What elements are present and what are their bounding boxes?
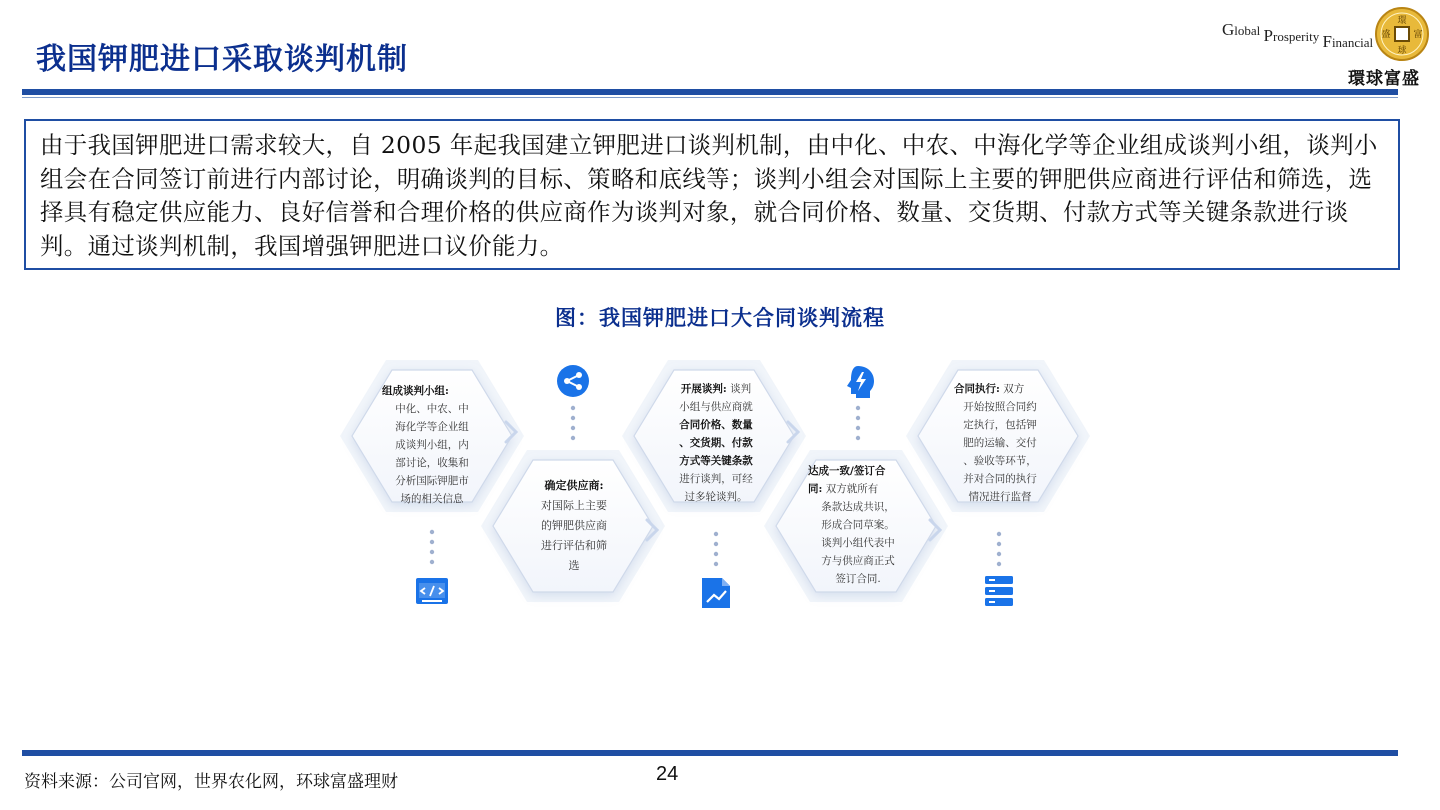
page-title: 我国钾肥进口采取谈判机制 (36, 42, 408, 77)
step-3-bold-1: 合同价格、数量 (679, 419, 753, 431)
step-3-heading-tail: 谈判 (730, 383, 752, 395)
step-5-text (950, 380, 1050, 506)
step-3-line-1: 小组与供应商就 (679, 401, 753, 413)
server-stack-icon (985, 576, 1013, 606)
footer-divider (22, 750, 1398, 756)
step-1-line-6: 场的相关信息 (400, 493, 464, 505)
dots-5 (997, 532, 1001, 566)
code-window-icon (416, 578, 448, 604)
summary-box (24, 119, 1400, 270)
coin-char-right: 富 (1413, 30, 1423, 40)
step-3-tail-1: 进行谈判，可经 (679, 473, 753, 485)
step-3-heading: 开展谈判: (680, 383, 727, 395)
lightbulb-bolt-icon (847, 366, 874, 398)
header-divider-thin (22, 97, 1398, 98)
step-2-line-4: 选 (568, 559, 580, 572)
step-2-text (526, 476, 622, 576)
step-1-text (382, 382, 482, 508)
step-5-line-5: 并对合同的执行 (963, 473, 1037, 485)
step-4-heading: 达成一致/签订合 (808, 465, 886, 477)
share-nodes-icon (557, 365, 589, 397)
step-5-line-4: 、验收等环节， (963, 455, 1037, 467)
dots-4 (856, 406, 860, 440)
step-5-heading: 合同执行: (954, 383, 1000, 395)
step-4-line-1: 条款达成共识， (821, 501, 895, 513)
dots-1 (430, 530, 434, 564)
step-2-heading: 确定供应商: (544, 479, 604, 492)
step-3-bold-3: 方式等关键条款 (679, 455, 753, 467)
step-4-line-5: 签订合同. (835, 573, 881, 585)
step-4-line-4: 方与供应商正式 (821, 555, 895, 567)
step-4-text (808, 462, 908, 588)
step-1-line-4: 部讨论，收集和 (395, 457, 469, 469)
coin-char-left: 盛 (1381, 30, 1391, 40)
coin-char-top: 環 (1397, 16, 1407, 26)
coin-char-bottom: 球 (1397, 46, 1407, 56)
step-3-tail-2: 过多轮谈判。 (684, 491, 748, 503)
step-1-line-1: 中化、中农、中 (395, 403, 469, 415)
negotiation-flow-diagram (330, 356, 1110, 616)
step-4-line-2: 形成合同草案。 (821, 519, 895, 531)
source-note: 资料来源：公司官网，世界农化网，环球富盛理财 (24, 772, 398, 792)
step-3-bold-2: 、交货期、付款 (679, 437, 753, 449)
page-number: 24 (656, 763, 679, 785)
step-3-text (666, 380, 766, 506)
step-5-heading-tail: 双方 (1003, 383, 1025, 395)
step-4-line-3: 谈判小组代表中 (821, 537, 895, 549)
step-2-line-3: 进行评估和筛 (541, 539, 607, 552)
step-5-line-2: 定执行，包括钾 (963, 419, 1037, 431)
step-1-heading: 组成谈判小组: (382, 385, 449, 397)
coin-logo-icon (1374, 6, 1430, 62)
step-1-line-2: 海化学等企业组 (395, 421, 469, 433)
step-2-line-2: 的钾肥供应商 (541, 519, 607, 532)
dots-2 (571, 406, 575, 440)
logo-chinese-name: 環球富盛 (1348, 69, 1420, 89)
step-1-line-5: 分析国际钾肥市 (395, 475, 469, 487)
company-logo (1222, 6, 1434, 88)
step-4-heading-2-tail: 双方就所有 (825, 483, 879, 495)
step-4-heading-2: 同: (808, 483, 823, 495)
header-divider (22, 89, 1398, 95)
dots-3 (714, 532, 718, 566)
logo-english-name: Global Prosperity Financial (1222, 20, 1374, 51)
step-2-line-1: 对国际上主要 (541, 499, 607, 512)
summary-text: 由于我国钾肥进口需求较大，自 2005 年起我国建立钾肥进口谈判机制，由中化、中农、中海化学等企业组成谈判小组，谈判小组会在合同签订前进行内部讨论，明确谈判的目标、策略和底线等；谈判小组会对国际上主要的钾肥供应商进行评估和筛选，选择具有稳定供应能力、良好信誉和合理价格的供应商作为谈判对象，就合同价格、数量、交货期、付款方式等关键条款进行谈判。通过谈判机制，我国增强钾肥进口议价能力。 (40, 131, 1378, 260)
step-1-line-3: 成谈判小组，内 (395, 439, 469, 451)
step-5-line-3: 肥的运输、交付 (963, 437, 1037, 449)
step-5-line-6: 情况进行监督 (968, 491, 1032, 503)
trend-chart-icon (702, 578, 730, 608)
step-5-line-1: 开始按照合同约 (963, 401, 1037, 413)
figure-title: 图：我国钾肥进口大合同谈判流程 (555, 305, 885, 330)
